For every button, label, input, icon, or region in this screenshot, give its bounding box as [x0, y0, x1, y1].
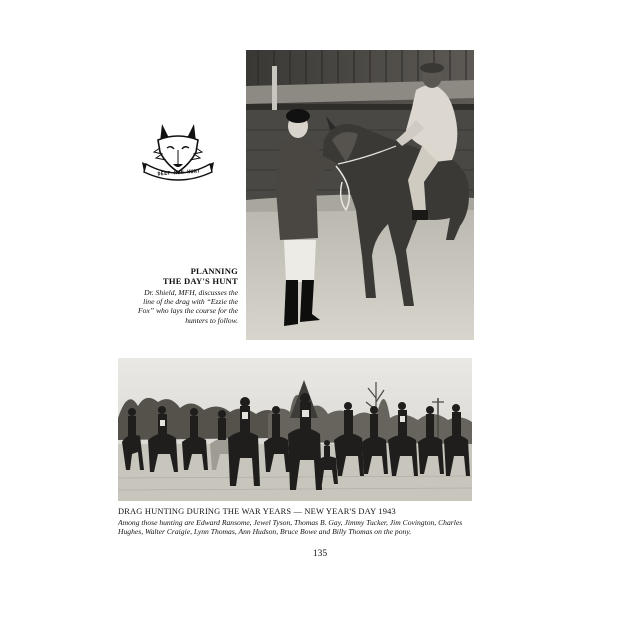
- photo-planning-hunt: [246, 50, 474, 340]
- caption-heading: DRAG HUNTING DURING THE WAR YEARS — NEW YEAR'S DAY 1943: [118, 507, 396, 516]
- photo-drag-hunting-group: [118, 358, 472, 501]
- caption-body: Among those hunting are Edward Ransome, Jewel Tyson, Thomas B. Gay, Jimmy Tucker, Jim Covington, Charles Hughes, Walter Craigie, Lynn Thomas, Ann Hudson, Bruce Bowe and Billy Thomas on the pony.: [118, 518, 463, 537]
- caption-heading-line-1: PLANNING: [190, 266, 238, 276]
- caption-drag-hunting: [118, 507, 472, 536]
- fox-crest-logo: [140, 118, 216, 184]
- page-number: 135: [312, 549, 328, 559]
- caption-body: Dr. Shield, MFH, discusses the line of the drag with “Ezzie the Fox” who lays the course for the hunters to follow.: [138, 288, 238, 325]
- caption-heading-line-2: THE DAY'S HUNT: [162, 276, 238, 286]
- crest-banner-text: DEEP RUN HUNT: [157, 168, 201, 178]
- caption-planning: [136, 266, 238, 325]
- caption-heading: [136, 266, 238, 286]
